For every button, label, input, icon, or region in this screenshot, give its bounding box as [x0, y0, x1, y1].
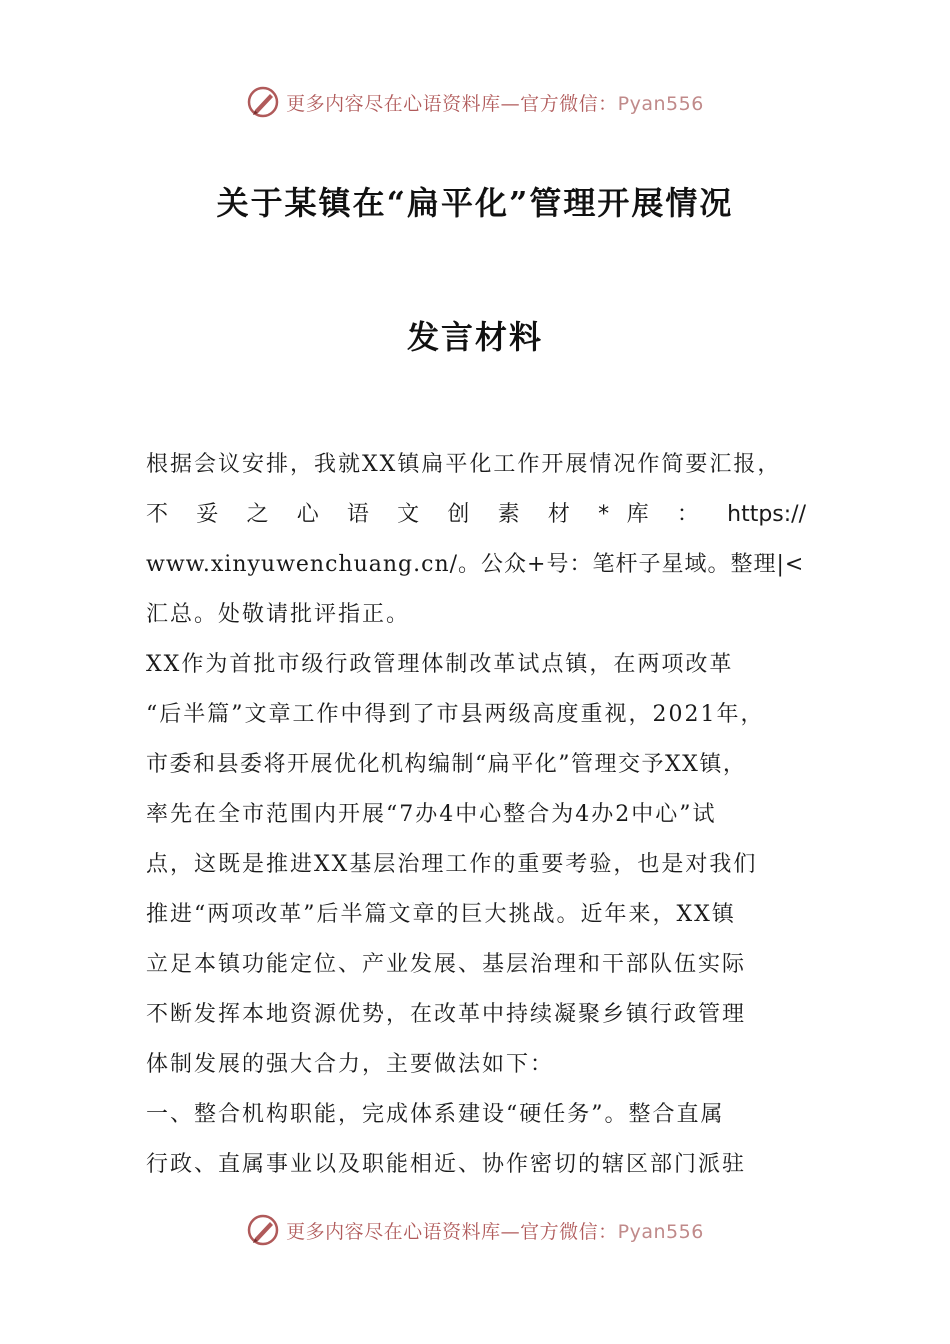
- body-line: 立足本镇功能定位、产业发展、基层治理和干部队伍实际: [146, 952, 747, 977]
- body-line: 不 妥 之 心 语 文 创 素 材 * 库 ： https://: [146, 502, 806, 527]
- document-title-line-2: 发言材料: [406, 318, 543, 356]
- body-line: 推进“两项改革”后半篇文章的巨大挑战。近年来，XX镇: [146, 902, 736, 927]
- body-line: 行政、直属事业以及职能相近、协作密切的辖区部门派驻: [146, 1152, 747, 1177]
- body-line: 率先在全市范围内开展“7办4中心整合为4办2中心”试: [146, 802, 717, 827]
- body-line: 点，这既是推进XX基层治理工作的重要考验，也是对我们: [146, 852, 758, 877]
- watermark-label: 更多内容尽在心语资料库—官方微信：Pyan556: [286, 1220, 704, 1243]
- document-title-line-1: 关于某镇在“扁平化”管理开展情况: [216, 184, 734, 222]
- footer-watermark: [0, 1210, 950, 1250]
- body-line: www.xinyuwenchuang.cn/。公众+号：笔杆子星域。整理|<: [146, 552, 805, 577]
- body-line: 汇总。处敬请批评指正。: [146, 602, 411, 627]
- body-line: XX作为首批市级行政管理体制改革试点镇，在两项改革: [146, 652, 734, 677]
- pen-logo-icon: [246, 85, 280, 119]
- watermark-wechat-id: Pyan556: [617, 1220, 704, 1243]
- body-line: 根据会议安排，我就XX镇扁平化工作开展情况作简要汇报，: [146, 452, 782, 477]
- body-line: 市委和县委将开展优化机构编制“扁平化”管理交予XX镇，: [146, 752, 747, 777]
- pen-logo-icon: [246, 1213, 280, 1247]
- document-body: [146, 440, 806, 1190]
- body-line: 一、整合机构职能，完成体系建设“硬任务”。整合直属: [146, 1102, 725, 1127]
- body-line: 不断发挥本地资源优势，在改革中持续凝聚乡镇行政管理: [146, 1002, 747, 1027]
- body-line: “后半篇”文章工作中得到了市县两级高度重视，2021年，: [146, 702, 765, 727]
- body-line: 体制发展的强大合力，主要做法如下：: [146, 1052, 555, 1077]
- header-watermark: [0, 82, 950, 122]
- watermark-label: 更多内容尽在心语资料库—官方微信：Pyan556: [286, 92, 704, 115]
- watermark-wechat-id: Pyan556: [617, 92, 704, 115]
